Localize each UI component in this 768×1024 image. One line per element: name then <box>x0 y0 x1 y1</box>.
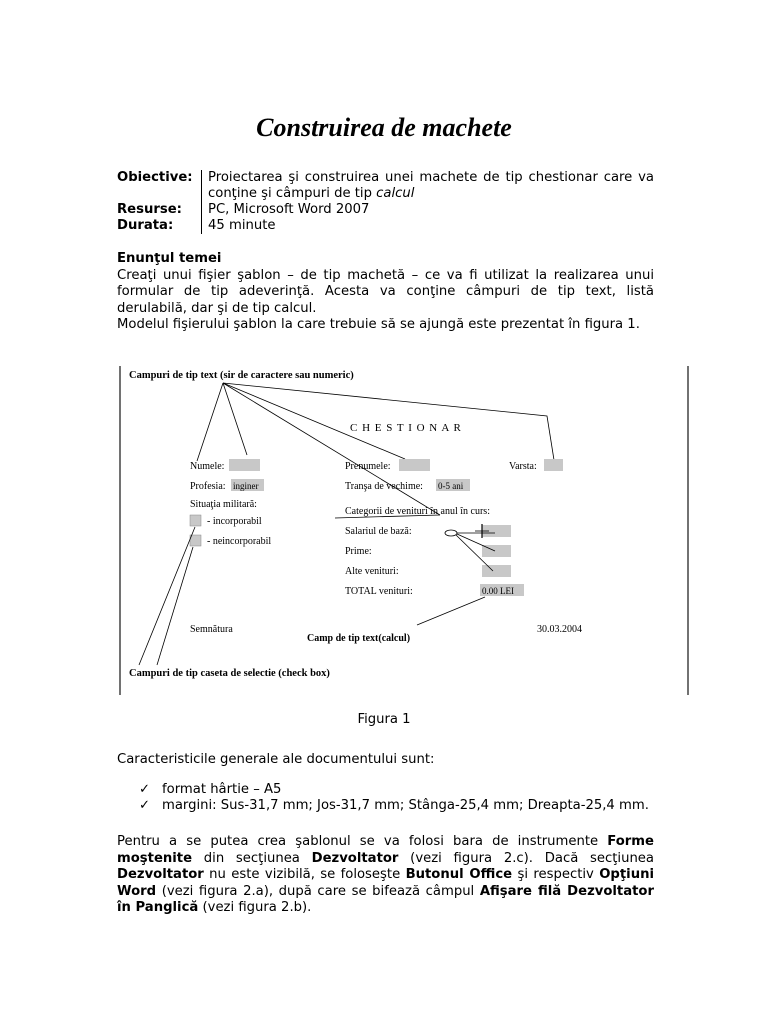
situatia-label: Situaţia militară: <box>190 499 257 510</box>
meta-table <box>117 170 654 234</box>
checkbox-annotation: Campuri de tip caseta de selectie (check box) <box>129 668 330 679</box>
instr-bold: Forme moştenite <box>117 834 654 866</box>
meta-row-duration <box>117 218 654 234</box>
instr-text: din secţiunea <box>192 850 312 866</box>
instr-text: (vezi figura 2.a), după care se bifează câmpul <box>156 883 480 899</box>
characteristics-list <box>117 782 654 814</box>
instr-text: şi respectiv <box>512 867 600 882</box>
check-icon: ✓ <box>139 782 151 797</box>
calc-annotation: Camp de tip text(calcul) <box>307 633 411 644</box>
instructions-paragraph <box>117 834 654 917</box>
resources-label: Resurse: <box>117 202 182 217</box>
characteristics-intro: Caracteristicile generale ale documentului sunt: <box>117 752 435 767</box>
objective-italic: calcul <box>376 186 415 201</box>
prenumele-label: Prenumele: <box>345 461 391 472</box>
check-icon: ✓ <box>139 798 151 813</box>
objective-text: Proiectarea şi construirea unei machete de tip chestionar care va conţine şi câmpuri de tip <box>208 170 654 201</box>
assignment-paragraph-1: Creaţi unui fişier şablon – de tip machetă – ce va fi utilizat la realizarea unui formular de tip adeverinţă. Acesta va conţine câmpuri de tip text, listă derulabilă, dar şi de tip calcul. <box>117 267 654 316</box>
checkbox-neincorporabil[interactable] <box>190 535 201 546</box>
instr-text: (vezi figura 2.c). Dacă secţiunea <box>398 850 654 866</box>
assignment-section <box>117 251 654 334</box>
leader-junction <box>445 530 457 536</box>
figure-caption: Figura 1 <box>357 712 411 727</box>
instr-bold: Dezvoltator <box>117 867 204 882</box>
resources-value: PC, Microsoft Word 2007 <box>201 202 654 218</box>
profesia-label: Profesia: <box>190 481 226 492</box>
instr-text: Pentru a se putea crea şablonul se va folosi bara de instrumente <box>117 834 608 849</box>
list-item-text: margini: Sus-31,7 mm; Jos-31,7 mm; Stânga-25,4 mm; Dreapta-25,4 mm. <box>162 798 649 813</box>
assignment-heading: Enunţul temei <box>117 251 222 266</box>
alte-field[interactable] <box>482 565 511 577</box>
form-date: 30.03.2004 <box>537 624 582 635</box>
categorii-label: Categorii de venituri în anul în curs: <box>345 506 490 517</box>
transa-label: Tranşa de vechime: <box>345 481 423 492</box>
incorporabil-label: - incorporabil <box>207 516 262 527</box>
checkbox-leaders <box>139 527 195 665</box>
duration-value: 45 minute <box>201 218 654 234</box>
top-annotation: Campuri de tip text (sir de caractere sau numeric) <box>129 370 354 381</box>
prenumele-field[interactable] <box>399 459 430 471</box>
varsta-field[interactable] <box>544 459 563 471</box>
alte-label: Alte venituri: <box>345 566 399 577</box>
figure-svg <box>117 363 691 695</box>
varsta-label: Varsta: <box>509 461 537 472</box>
instr-bold: Dezvoltator <box>311 850 399 866</box>
total-value: 0.00 LEI <box>482 586 514 596</box>
neincorporabil-label: - neincorporabil <box>207 536 272 547</box>
instr-bold: Opţiuni Word <box>117 867 654 899</box>
instr-text: nu este vizibilă, se foloseşte <box>203 867 406 882</box>
profesia-value: inginer <box>233 481 259 491</box>
objective-label: Obiective: <box>117 170 193 185</box>
salariul-label: Salariul de bază: <box>345 526 412 537</box>
text-field-leaders <box>197 383 554 518</box>
semnatura-label: Semnătura <box>190 624 233 635</box>
prime-label: Prime: <box>345 546 372 557</box>
calc-leader <box>417 597 485 625</box>
transa-value: 0-5 ani <box>438 481 464 491</box>
assignment-paragraph-2: Modelul fişierului şablon la care trebuie să se ajungă este prezentat în figura 1. <box>117 317 640 332</box>
numele-field[interactable] <box>229 459 260 471</box>
instr-bold: Butonul Office <box>405 867 513 882</box>
list-item <box>139 782 654 798</box>
total-label: TOTAL venituri: <box>345 586 413 597</box>
form-title: C H E S T I O N A R <box>350 422 462 434</box>
duration-label: Durata: <box>117 218 174 233</box>
instr-text: (vezi figura 2.b). <box>198 900 312 915</box>
objective-value <box>201 170 654 202</box>
page-title: Construirea de machete <box>256 113 512 142</box>
checkbox-incorporabil[interactable] <box>190 515 201 526</box>
figure-1 <box>117 363 691 695</box>
list-item <box>139 798 654 814</box>
meta-row-objective <box>117 170 654 202</box>
instr-bold: Afişare filă Dezvoltator în Panglică <box>117 883 654 915</box>
numele-label: Numele: <box>190 461 225 472</box>
characteristics <box>117 752 654 814</box>
meta-row-resources <box>117 202 654 218</box>
list-item-text: format hârtie – A5 <box>162 782 282 797</box>
